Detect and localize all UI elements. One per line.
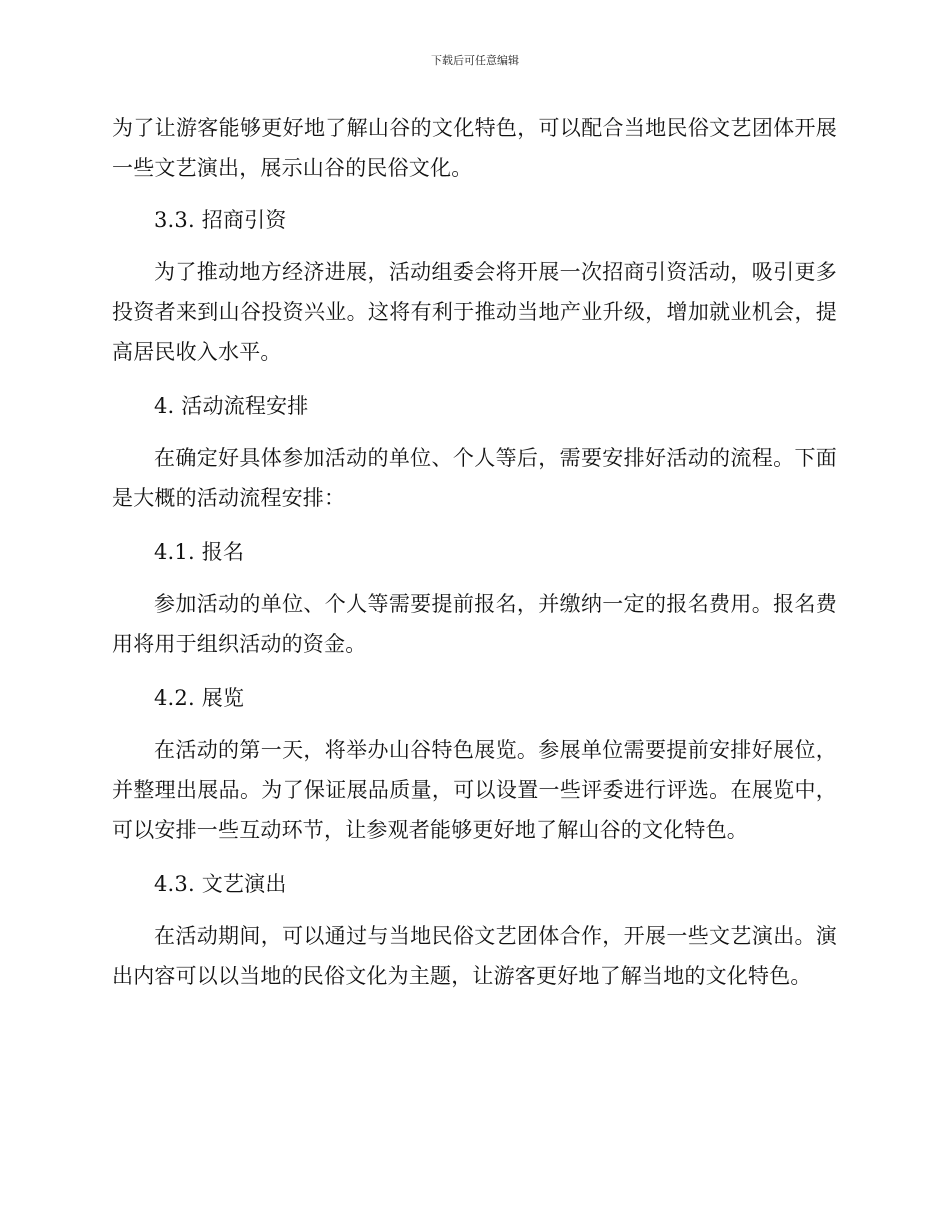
heading-performance: 4.3. 文艺演出 [154, 872, 287, 896]
heading-activity-process: 4. 活动流程安排 [154, 394, 309, 418]
heading-registration: 4.1. 报名 [154, 540, 245, 564]
heading-investment-promotion: 3.3. 招商引资 [154, 208, 287, 232]
paragraph-exhibition: 在活动的第一天，将举办山谷特色展览。参展单位需要提前安排好展位，并整理出展品。为了保证展品质量，可以设置一些评委进行评选。在展览中，可以安排一些互动环节，让参观者能够更好地了解山谷的文化特色。 [112, 738, 837, 842]
document-body [112, 108, 837, 996]
page-header: 下载后可任意编辑 [431, 54, 519, 67]
heading-exhibition: 4.2. 展览 [154, 686, 245, 710]
paragraph-performance: 在活动期间，可以通过与当地民俗文艺团体合作，开展一些文艺演出。演出内容可以以当地的民俗文化为主题，让游客更好地了解当地的文化特色。 [112, 924, 837, 988]
paragraph-activity-process: 在确定好具体参加活动的单位、个人等后，需要安排好活动的流程。下面是大概的活动流程安排： [112, 446, 837, 510]
paragraph-cultural-performance-intro: 为了让游客能够更好地了解山谷的文化特色，可以配合当地民俗文艺团体开展一些文艺演出，展示山谷的民俗文化。 [112, 116, 837, 180]
paragraph-investment-promotion: 为了推动地方经济进展，活动组委会将开展一次招商引资活动，吸引更多投资者来到山谷投资兴业。这将有利于推动当地产业升级，增加就业机会，提高居民收入水平。 [112, 260, 837, 364]
paragraph-registration: 参加活动的单位、个人等需要提前报名，并缴纳一定的报名费用。报名费用将用于组织活动的资金。 [112, 592, 837, 656]
